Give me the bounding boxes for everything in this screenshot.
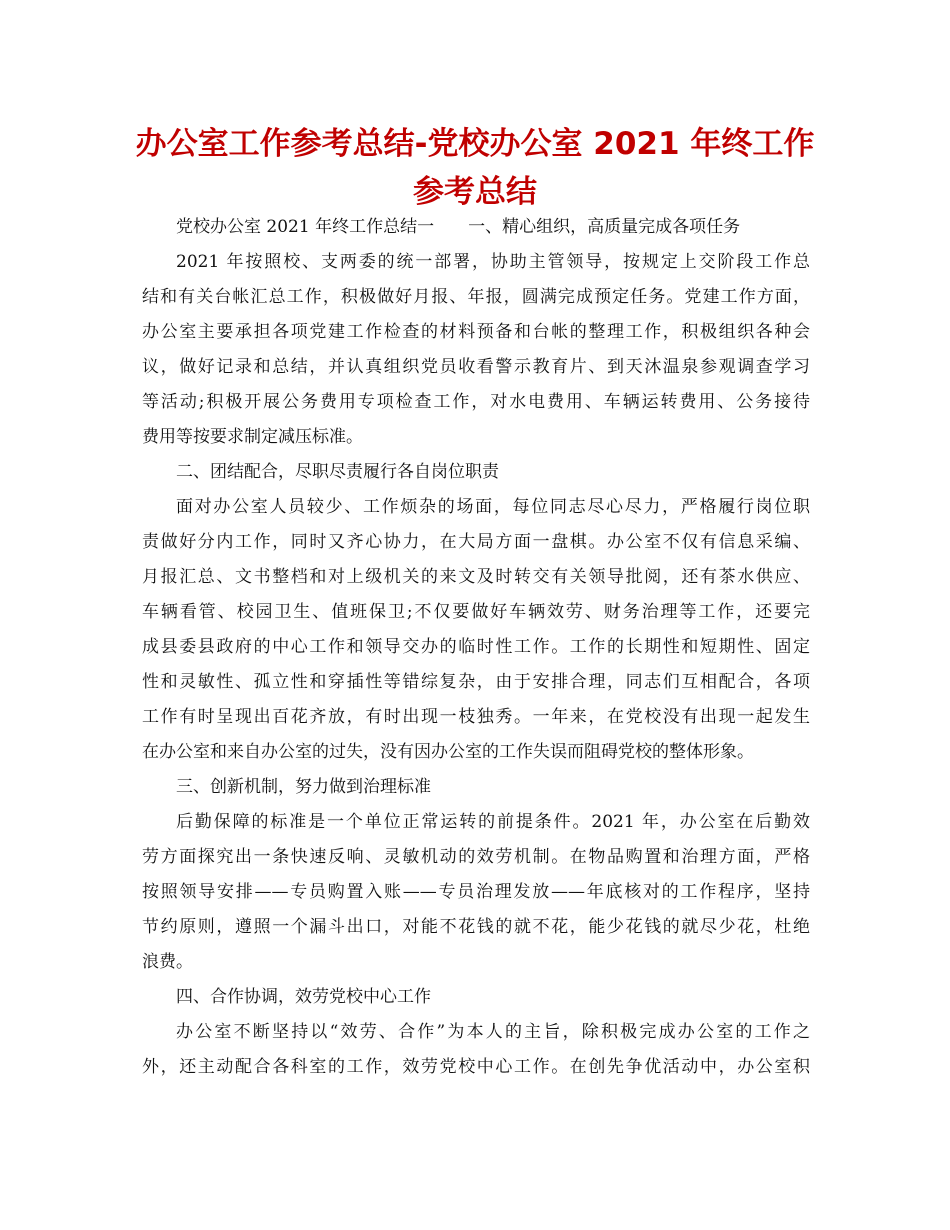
paragraph-line: 节约原则，遵照一个漏斗出口，对能不花钱的就不花，能少花钱的就尽少花，杜绝 (142, 917, 810, 937)
paragraph-line: 在办公室和来自办公室的过失，没有因办公室的工作失误而阻碍党校的整体形象。 (142, 742, 754, 762)
paragraph-line: 面对办公室人员较少、工作烦杂的场面，每位同志尽心尽力，严格履行岗位职 (176, 497, 810, 517)
section-heading: 二、团结配合，尽职尽责履行各自岗位职责 (176, 462, 499, 482)
section-heading: 三、创新机制，努力做到治理标准 (176, 777, 431, 797)
paragraph-line: 性和灵敏性、孤立性和穿插性等错综复杂，由于安排合理，同志们互相配合，各项 (142, 672, 810, 692)
paragraph-line: 成县委县政府的中心工作和领导交办的临时性工作。工作的长期性和短期性、固定 (142, 637, 810, 657)
document-title-line-2: 参考总结 (413, 174, 537, 210)
paragraph-line: 等活动;积极开展公务费用专项检查工作，对水电费用、车辆运转费用、公务接待 (142, 392, 810, 412)
paragraph-line: 党校办公室 2021 年终工作总结一 一、精心组织，高质量完成各项任务 (176, 217, 741, 237)
paragraph-line: 月报汇总、文书整档和对上级机关的来文及时转交有关领导批阅，还有茶水供应、 (142, 567, 810, 587)
paragraph-line: 费用等按要求制定减压标准。 (142, 427, 363, 447)
paragraph-line: 劳方面探究出一条快速反响、灵敏机动的效劳机制。在物品购置和治理方面，严格 (142, 847, 810, 867)
document-body (142, 212, 810, 1083)
paragraph-line: 办公室主要承担各项党建工作检查的材料预备和台帐的整理工作，积极组织各种会 (142, 322, 810, 342)
section-heading: 四、合作协调，效劳党校中心工作 (176, 987, 431, 1007)
paragraph-line: 办公室不断坚持以“效劳、合作”为本人的主旨，除积极完成办公室的工作之 (176, 1022, 810, 1042)
paragraph-line: 结和有关台帐汇总工作，积极做好月报、年报，圆满完成预定任务。党建工作方面， (142, 287, 810, 307)
document-title-line-1: 办公室工作参考总结-党校办公室 2021 年终工作 (135, 126, 815, 162)
paragraph-line: 后勤保障的标准是一个单位正常运转的前提条件。2021 年，办公室在后勤效 (176, 812, 810, 832)
paragraph-line: 车辆看管、校园卫生、值班保卫;不仅要做好车辆效劳、财务治理等工作，还要完 (142, 602, 810, 622)
paragraph-line: 责做好分内工作，同时又齐心协力，在大局方面一盘棋。办公室不仅有信息采编、 (142, 532, 810, 552)
paragraph-line: 议，做好记录和总结，并认真组织党员收看警示教育片、到天沐温泉参观调查学习 (142, 357, 810, 377)
paragraph-line: 工作有时呈现出百花齐放，有时出现一枝独秀。一年来，在党校没有出现一起发生 (142, 707, 810, 727)
paragraph-line: 2021 年按照校、支两委的统一部署，协助主管领导，按规定上交阶段工作总 (176, 252, 810, 272)
paragraph-line: 浪费。 (142, 952, 193, 972)
paragraph-line: 按照领导安排——专员购置入账——专员治理发放——年底核对的工作程序，坚持 (142, 882, 810, 902)
paragraph-line: 外，还主动配合各科室的工作，效劳党校中心工作。在创先争优活动中，办公室积 (142, 1057, 810, 1077)
